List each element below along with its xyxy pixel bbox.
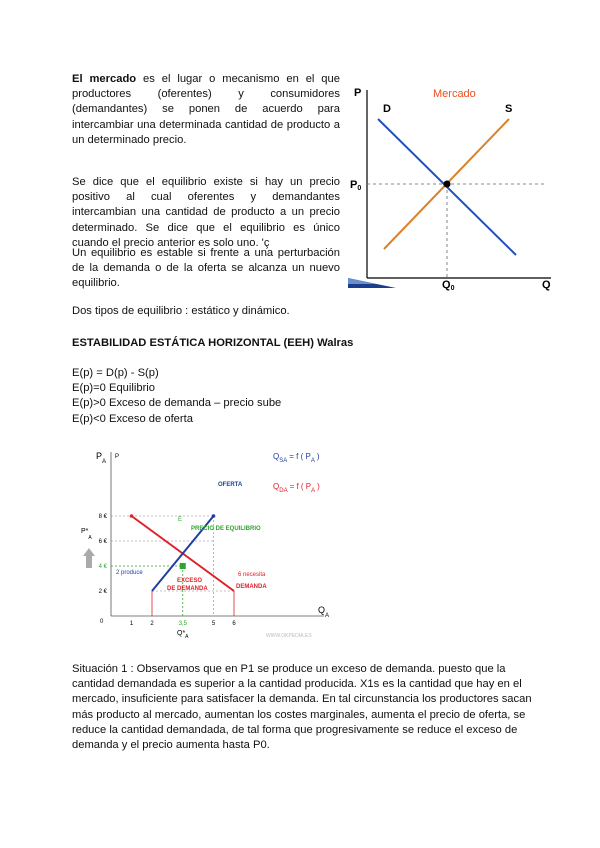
demand-label: D bbox=[383, 103, 391, 115]
arrow-up-icon bbox=[83, 548, 95, 568]
market-chart bbox=[346, 82, 556, 292]
q0-label: Q0 bbox=[442, 279, 455, 292]
demanda-label: DEMANDA bbox=[236, 584, 267, 590]
section-heading: ESTABILIDAD ESTÁTICA HORIZONTAL (EEH) Walras bbox=[72, 337, 354, 349]
produce-label: 2 produce bbox=[116, 570, 143, 576]
watermark: WWW.OKPEDIA.ES bbox=[266, 633, 312, 639]
supply-label: S bbox=[505, 103, 513, 115]
x-tick-label: 6 bbox=[232, 621, 236, 627]
intro-term: El mercado bbox=[72, 73, 137, 85]
y-tick-label: 8 € bbox=[98, 514, 107, 520]
walras-x-axis-label: $Q_A$ bbox=[318, 605, 330, 619]
x-tick-label: 3,5 bbox=[178, 621, 187, 627]
exceso-label-2: DE DEMANDA bbox=[167, 586, 208, 592]
formula-list bbox=[72, 366, 281, 427]
qsa-formula: $Q_{SA} = f$ ( $P_A$ ) bbox=[273, 452, 320, 464]
equilibrium-paragraph-1: Se dice que el equilibrio existe si hay un precio positivo al cual oferentes y demandantes intercambian una cantidad de producto a un precio determinado. Se dice que el equilibrio es único cuando el precio anterior es solo uno. 'ç bbox=[72, 176, 340, 249]
qda-formula: $Q_{DA} = f$ ( $P_A$ ) bbox=[273, 482, 320, 494]
formula-line: E(p)>0 Exceso de demanda – precio sube bbox=[72, 397, 282, 410]
formula-line: E(p)=0 Equilibrio bbox=[72, 382, 156, 395]
p0-label: P0 bbox=[350, 179, 362, 192]
equilibrium-paragraph-2: Un equilibrio es estable si frente a una perturbación de la demanda o de la oferta se alcanza un nuevo equilibrio. bbox=[72, 247, 340, 290]
x-tick-label: 1 bbox=[129, 621, 134, 627]
x-tick-label: 2 bbox=[150, 621, 154, 627]
formula-line: E(p) = D(p) - S(p) bbox=[72, 367, 159, 379]
necesita-label: 6 necesita bbox=[238, 572, 266, 578]
oferta-label: OFERTA bbox=[218, 482, 243, 488]
market-x-axis-label: Q bbox=[542, 279, 551, 291]
x-tick-label: 5 bbox=[211, 621, 216, 627]
intro-paragraph bbox=[72, 72, 340, 148]
origin-label: 0 bbox=[100, 619, 104, 625]
intro-text: es el lugar o mecanismo en el que productores (oferentes) y consumidores (demandantes) se ponen de acuerdo para intercambiar una determinada cantidad de producto a un determinado precio. bbox=[72, 73, 340, 146]
q-star-label: $Q*_A$ bbox=[177, 630, 189, 640]
equilibrium-types: Dos tipos de equilibrio : estático y dinámico. bbox=[72, 305, 290, 317]
market-title: Mercado bbox=[433, 88, 476, 100]
p-star-label: $P*_A$ bbox=[81, 528, 92, 541]
formula-line: E(p)<0 Exceso de oferta bbox=[72, 412, 193, 425]
point-e-label: E bbox=[178, 517, 183, 523]
equilibrium-point bbox=[444, 181, 451, 188]
equilibrium-label: PRECIO DE EQUILIBRIO bbox=[191, 526, 261, 532]
y-tick-label: 6 € bbox=[98, 539, 107, 545]
walras-chart bbox=[74, 448, 374, 648]
situation-paragraph: Situación 1 : Observamos que en P1 se produce un exceso de demanda. puesto que la cantidad demandada es superior a la cantidad producida. X1s es la cantidad que hay en el mercado, insuficiente para satisfacer la demanda. En tal circunstancia los productores sacan más producto al mercado, aumentan los costes marginales, aumenta el precio de oferta, se reduce la cantidad demandada, de tal forma que progresivamente se reduce el exceso de demanda y el precio aumenta hasta P0. bbox=[72, 663, 532, 752]
walras-y-axis-label: $P_A$ bbox=[96, 451, 107, 465]
y-tick-label: 2 € bbox=[98, 589, 107, 595]
demand-start-point bbox=[130, 514, 134, 518]
y-tick-label: 4 € bbox=[98, 564, 107, 570]
equilibrium-marker bbox=[180, 563, 186, 569]
walras-y-small-label: P bbox=[115, 454, 120, 460]
market-y-axis-label: P bbox=[354, 87, 362, 99]
supply-end-point bbox=[212, 514, 216, 518]
exceso-label: EXCESO bbox=[177, 578, 203, 584]
